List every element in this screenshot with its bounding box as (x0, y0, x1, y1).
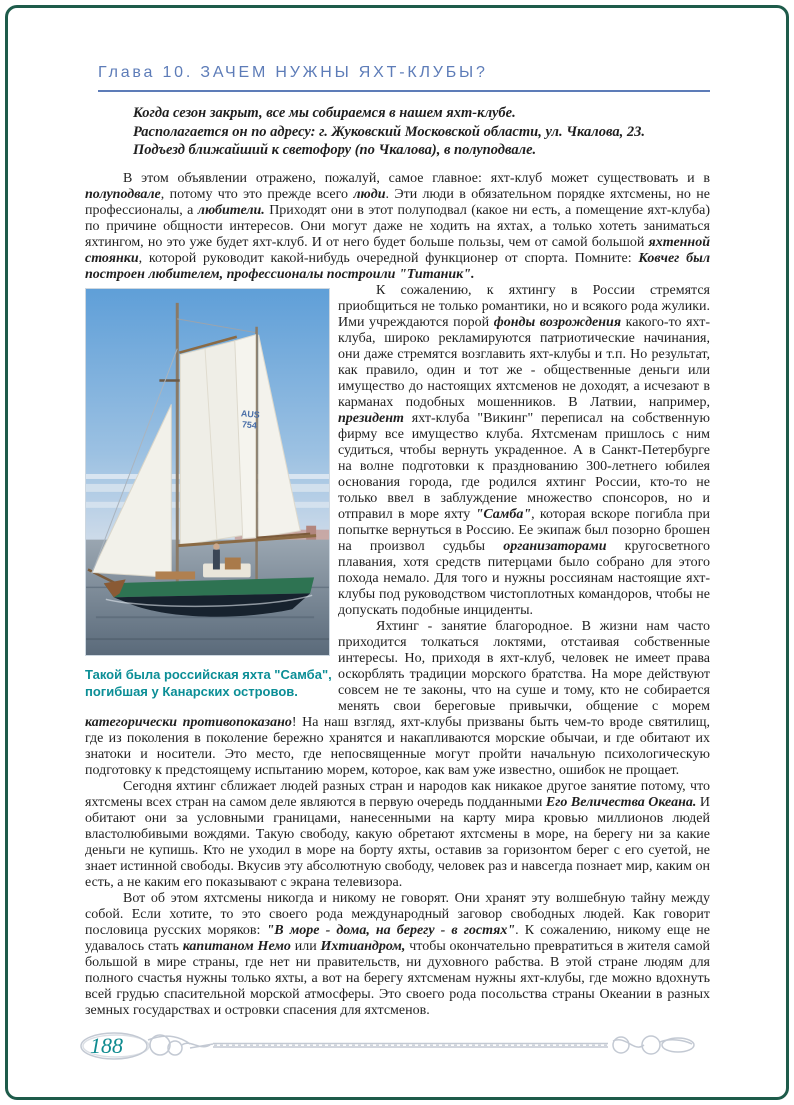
photo-caption: Такой была российская яхта "Самба", погибшая у Канарских островов. (85, 666, 332, 699)
page-content (85, 64, 710, 1019)
page-number: 188 (90, 1033, 123, 1058)
sail-number-prefix: AUS (240, 407, 261, 420)
yacht-photo (85, 288, 330, 656)
heading-rule (98, 90, 710, 92)
paragraph-4: Сегодня яхтинг сближает людей разных стран и народов как никакое другое занятие потому, что яхтсмены всех стран на самом деле являются в первую очередь подданными Его Величества Океана. И обитают они за условными границами, нанесенными на карту мира кровью миллионов людей властолюбивыми вождями. Такую свободу, какую обретают яхтсмены в море, на берегу ни за какие деньги не купишь. Кто не уходил в море на борту яхты, оставив за горизонтом берег с его суетой, не знает истинной свободы. Вкусив эту абсолютную свободу, человек раз и навсегда познает мир, каким он есть, а не каким его показывают с экрана телевизора. (85, 778, 711, 890)
paragraph-3: Яхтинг - занятие благородное. В жизни нам часто приходится толкаться локтями, отстаивая собственные интересы. Но, приходя в яхт-клуб, человек не имеет права оскорблять традиции морского братства. На море действуют совсем не те законы, что на суше и тому, кто не собирается менять свои береговые привычки, общение с морем категорически противопоказано! На наш взгляд, яхт-клубы призваны быть чем-то вроде святилищ, где из поколения в поколение бережно хранятся и накапливаются морские обычаи, и где обитают их знатоки и носители. Это место, где непосвященные могут пройти начальную психологическую подготовку к предстоящему испытанию морем, которое, как вам уже известно, ошибок не прощает. (85, 618, 710, 778)
epigraph-line: Располагается он по адресу: г. Жуковский Московской области, ул. Чкалова, 23. (133, 123, 645, 140)
epigraph-line: Когда сезон закрыт, все мы собираемся в нашем яхт-клубе. (133, 105, 516, 121)
epigraph (133, 104, 710, 160)
epigraph-line: Подъезд ближайший к светофору (по Чкалова), в полуподвале. (133, 142, 537, 158)
paragraph-5: Вот об этом яхтсмены никогда и никому не говорят. Они хранят эту волшебную тайну между собой. Если хотите, то это своего рода международный заговор свободных людей. Как говорит пословица русских моряков: "В море - дома, на берегу - в гостях". К сожалению, никому еще не удавалось стать капитаном Немо или Ихтиандром, чтобы окончательно превратиться в жителя самой большой в мире страны, где нет ни правительств, ни духовного рабства. В этой стране людям для полного счастья нужны только яхты, а вот на берегу яхтсменам нужны яхт-клубы, где можно вдохнуть всей грудью спасительной морской атмосферы. Это своего рода посольства страны Океании в разных земных государствах и островки спасения для яхтсменов. (85, 890, 710, 1018)
sailboat-illustration (86, 289, 329, 655)
article-body (85, 171, 710, 1019)
page-footer (78, 1028, 710, 1064)
yacht-photo-figure (85, 288, 330, 700)
sail-number-digits: 754 (241, 418, 258, 431)
rope-divider (78, 1028, 710, 1064)
paragraph-2: К сожалению, к яхтингу в России стремятся приобщиться не только романтики, но и всякого рода жулики. Ими учреждаются порой фонды возрождения какого-то яхт-клуба, широко рекламируются патриотические начинания, они даже стремятся возглавить яхт-клубы и т.п. Но результат, как правило, один и тот же - общественные деньги или имущество до настоящих яхтсменов не доходят, а исчезают в карманах подобных мошенников. В Латвии, например, президент яхт-клуба "Викинг" переписал на собственную фирму все имущество клуба. Яхтсменам пришлось с ним судиться, чтобы вернуть украденное. А в Санкт-Петербурге на волне подготовки к празднованию 300-летнего юбилея основания города, где родился яхтинг России, кто-то не только ввел в заблуждение множество спонсоров, но и отправил в море яхту "Самба", которая вскоре погибла при попытке вернуться в Россию. Ее экипаж был позорно брошен на произвол судьбы организаторами кругосветного плавания, хотя средств питерцами было собрано для этого похода немало. Для того и нужны россиянам настоящие яхт-клубы под руководством чистоплотных командоров, чтобы не допускать подобные инциденты. (338, 282, 710, 618)
chapter-heading: Глава 10. ЗАЧЕМ НУЖНЫ ЯХТ-КЛУБЫ? (98, 64, 488, 81)
paragraph-1: В этом объявлении отражено, пожалуй, самое главное: яхт-клуб может существовать и в полуподвале, потому что это прежде всего люди. Эти люди в обязательном порядке яхтсмены, но не профессионалы, а любители. Приходят они в этот полуподвал (какое ни есть, а помещение яхт-клуба) по причине общности интересов. Они могут даже не ходить на яхтах, а только хотеть заниматься яхтингом, но это уже будет яхт-клуб. И от него будет больше пользы, чем от самой большой яхтенной стоянки, которой руководит какой-нибудь очередной функционер от спорта. Помните: Ковчег был построен любителем, профессионалы построили "Титаник". (85, 170, 710, 282)
